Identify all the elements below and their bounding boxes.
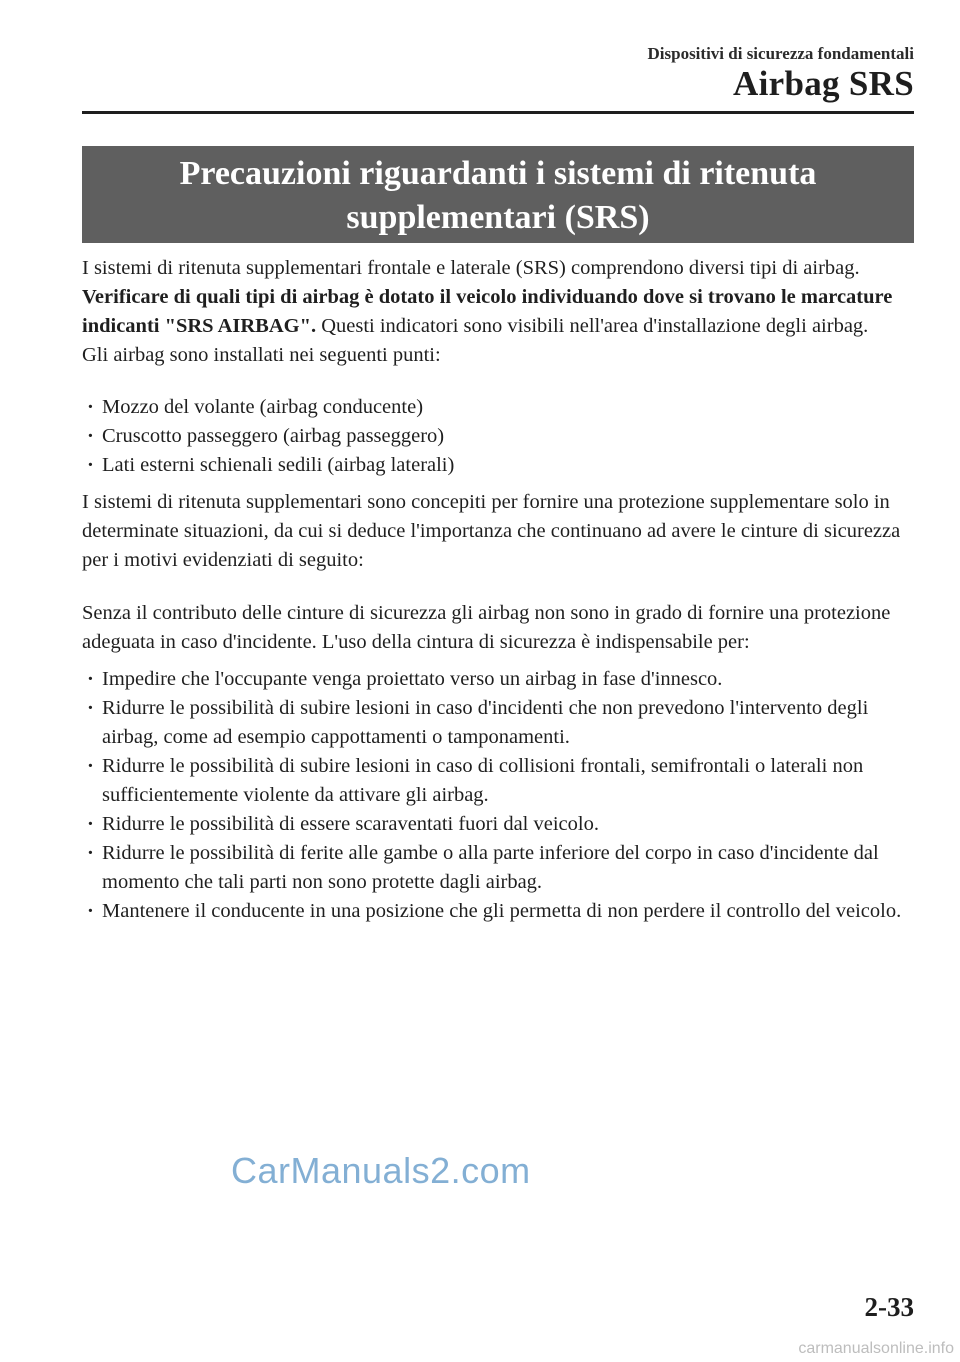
list-item: · Impedire che l'occupante venga proiettato verso un airbag in fase d'innesco. — [82, 665, 918, 694]
list-item: · Cruscotto passeggero (airbag passeggero) — [82, 422, 918, 451]
bullet-icon: · — [87, 697, 94, 719]
intro-bold-text: Verificare di quali tipi di airbag è dotato il veicolo individuando dove si trovano le marcature indicanti "SRS AIRBAG". — [82, 286, 893, 337]
seatbelt-reasons-list — [82, 665, 918, 926]
bullet-icon: · — [87, 425, 94, 447]
banner-line-2: supplementari (SRS) — [346, 199, 650, 236]
page-title: Airbag SRS — [733, 64, 914, 103]
footer-watermark: carmanualsonline.info — [798, 1340, 954, 1357]
page-number: 2-33 — [864, 1292, 914, 1322]
watermark-logo[interactable]: CarManuals2.com — [231, 1150, 531, 1191]
list-item: · Ridurre le possibilità di subire lesioni in caso d'incidenti che non prevedono l'intervento degli airbag, come ad esempio cappottamenti o tamponamenti. — [82, 694, 918, 752]
list-item: · Mantenere il conducente in una posizione che gli permetta di non perdere il controllo del veicolo. — [82, 897, 918, 926]
header-divider — [82, 111, 914, 114]
list-item: · Ridurre le possibilità di ferite alle gambe o alla parte inferiore del corpo in caso d'incidente dal momento che tali parti non sono protette dagli airbag. — [82, 839, 918, 897]
list-item: · Mozzo del volante (airbag conducente) — [82, 393, 918, 422]
srs-purpose-paragraph: I sistemi di ritenuta supplementari sono concepiti per fornire una protezione supplementare solo in determinate situazioni, da cui si deduce l'importanza che continuano ad avere le cinture di sicurezza per i motivi evidenziati di seguito: — [82, 491, 901, 571]
body-content — [82, 254, 918, 926]
banner-line-1: Precauzioni riguardanti i sistemi di ritenuta — [179, 155, 817, 192]
intro-text-1: I sistemi di ritenuta supplementari frontale e laterale (SRS) comprendono diversi tipi di airbag. — [82, 257, 860, 279]
bullet-icon: · — [87, 668, 94, 690]
list-item: · Lati esterni schienali sedili (airbag laterali) — [82, 451, 918, 480]
bullet-icon: · — [87, 396, 94, 418]
section-title: Dispositivi di sicurezza fondamentali — [647, 44, 914, 63]
intro-paragraph — [82, 254, 918, 341]
airbag-locations-list — [82, 393, 918, 480]
bullet-icon: · — [87, 755, 94, 777]
section-banner — [82, 146, 914, 243]
list-item: · Ridurre le possibilità di essere scaraventati fuori dal veicolo. — [82, 810, 918, 839]
bullet-icon: · — [87, 900, 94, 922]
seatbelt-paragraph: Senza il contributo delle cinture di sicurezza gli airbag non sono in grado di fornire una protezione adeguata in caso d'incidente. L'uso della cintura di sicurezza è indispensabile per: — [82, 602, 891, 653]
bullet-icon: · — [87, 813, 94, 835]
intro-text-2: Questi indicatori sono visibili nell'area d'installazione degli airbag. — [316, 315, 869, 337]
list-item: · Ridurre le possibilità di subire lesioni in caso di collisioni frontali, semifrontali o laterali non sufficientemente violente da attivare gli airbag. — [82, 752, 918, 810]
locations-lead: Gli airbag sono installati nei seguenti punti: — [82, 344, 441, 366]
bullet-icon: · — [87, 454, 94, 476]
bullet-icon: · — [87, 842, 94, 864]
